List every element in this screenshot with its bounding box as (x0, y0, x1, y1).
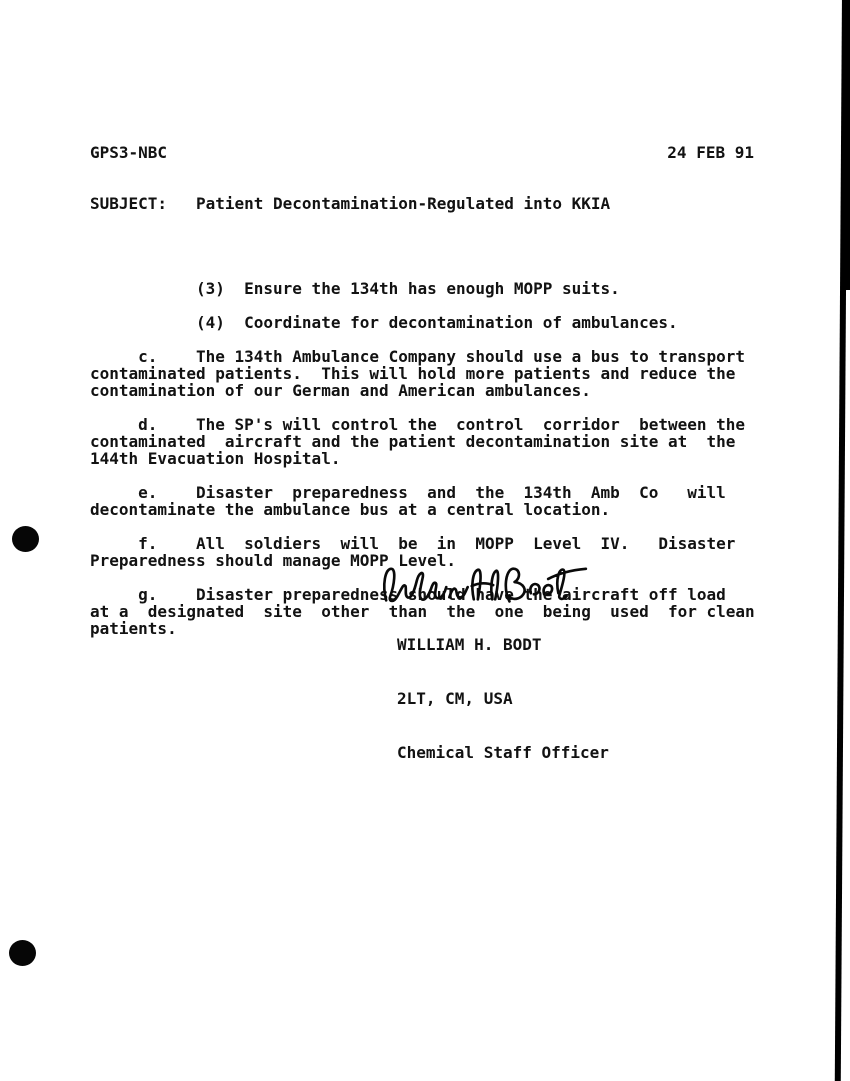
subject-line: SUBJECT: Patient Decontamination-Regulated into KKIA (90, 194, 611, 213)
handwritten-signature-icon (378, 558, 592, 604)
document-line: f. All soldiers will be in MOPP Level IV. Disaster (90, 534, 736, 553)
document-line (90, 331, 790, 348)
document-line: Preparedness should manage MOPP Level. (90, 551, 457, 570)
document-line: contamination of our German and American ambulances. (90, 381, 591, 400)
document-line (90, 263, 790, 280)
document-line (90, 246, 790, 263)
document-line: patients. (90, 619, 177, 638)
header-row (90, 144, 754, 161)
document-line (90, 399, 790, 416)
signer-rank: 2LT, CM, USA (397, 689, 513, 708)
document-line: contaminated patients. This will hold more patients and reduce the (90, 364, 736, 383)
document-line: d. The SP's will control the control corridor between the (90, 415, 746, 434)
document-line: (4) Coordinate for decontamination of ambulances. (90, 313, 678, 332)
document-line: 144th Evacuation Hospital. (90, 449, 341, 468)
document-line: at a designated site other than the one being used for clean (90, 602, 755, 621)
scan-edge-artifact-top (846, 0, 850, 290)
document-line (90, 467, 790, 484)
document-line (90, 297, 790, 314)
document-line: e. Disaster preparedness and the 134th Amb Co will (90, 483, 726, 502)
signature-block (397, 600, 609, 798)
office-symbol: GPS3-NBC (90, 143, 168, 162)
memo-date: 24 FEB 91 (667, 143, 754, 162)
document-line: contaminated aircraft and the patient decontamination site at the (90, 432, 736, 451)
signer-title: Chemical Staff Officer (397, 743, 609, 762)
hole-punch-bottom (9, 940, 36, 966)
document-line: c. The 134th Ambulance Company should use a bus to transport (90, 347, 746, 366)
document-line (90, 518, 790, 535)
signer-name: WILLIAM H. BODT (397, 635, 542, 654)
document-line: (3) Ensure the 134th has enough MOPP suits. (90, 279, 620, 298)
document-line: g. Disaster preparedness should have the aircraft off load (90, 585, 726, 604)
hole-punch-top (12, 526, 39, 552)
document-line: decontaminate the ambulance bus at a central location. (90, 500, 611, 519)
